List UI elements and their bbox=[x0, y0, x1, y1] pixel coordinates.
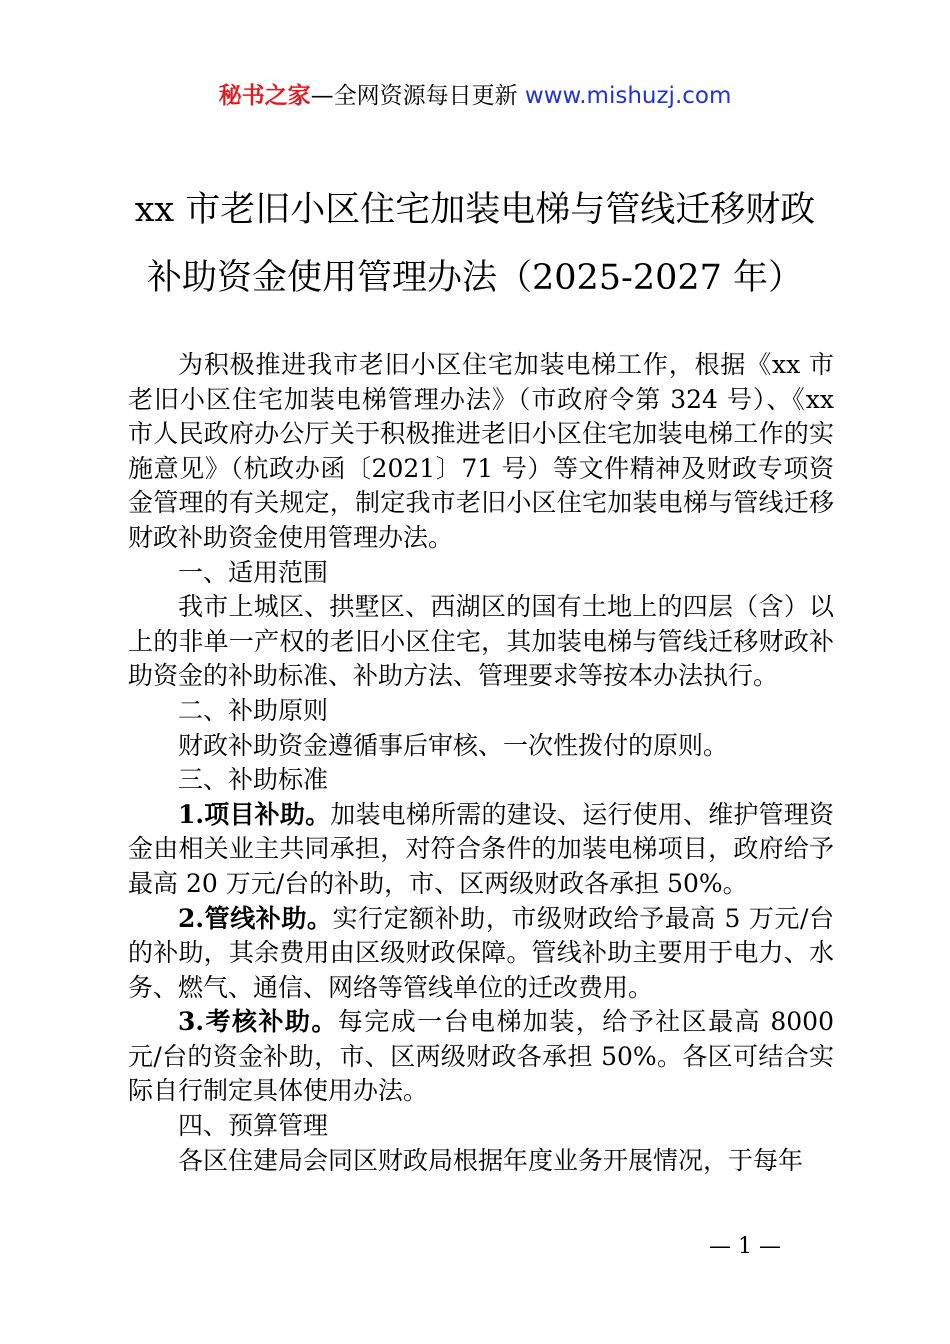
site-brand: 秘书之家 bbox=[218, 83, 311, 109]
site-url-link[interactable]: www.mishuzj.com bbox=[524, 83, 732, 109]
site-banner bbox=[0, 80, 950, 112]
subsidy-item bbox=[128, 902, 834, 1006]
site-tagline: —全网资源每日更新 bbox=[310, 83, 525, 109]
section-paragraph: 我市上城区、拱墅区、西湖区的国有土地上的四层（含）以上的非单一产权的老旧小区住宅，其加装电梯与管线迁移财政补助资金的补助标准、补助方法、管理要求等按本办法执行。 bbox=[128, 592, 834, 691]
subsidy-item bbox=[128, 1005, 834, 1109]
section-paragraph: 各区住建局会同区财政局根据年度业务开展情况，于每年 bbox=[178, 1145, 804, 1175]
subsidy-item-text: 加装电梯所需的建设、运行使用、维护管理资金由相关业主共同承担，对符合条件的加装电梯项目，政府给予最高 20 万元/台的补助，市、区两级财政各承担 50%。 bbox=[128, 799, 834, 898]
subsidy-item-text: 每完成一台电梯加装，给予社区最高 8000 元/台的资金补助，市、区两级财政各承担 50%。各区可结合实际自行制定具体使用办法。 bbox=[128, 1007, 834, 1106]
section-heading: 二、补助原则 bbox=[178, 695, 329, 725]
section-heading: 一、适用范围 bbox=[178, 557, 329, 587]
intro-paragraph: 为积极推进我市老旧小区住宅加装电梯工作，根据《xx 市老旧小区住宅加装电梯管理办法》（市政府令第 324 号）、《xx 市人民政府办公厅关于积极推进老旧小区住宅加装电梯工作的实施意见》（杭政办函〔2021〕71 号）等文件精神及财政专项资金管理的有关规定，制定我市老旧小区住宅加装电梯与管线迁移财政补助资金使用管理办法。 bbox=[128, 350, 834, 552]
doc-title-line-1: xx 市老旧小区住宅加装电梯与管线迁移财政 bbox=[134, 190, 816, 230]
page-number: — 1 — bbox=[709, 1234, 781, 1259]
subsidy-item-label: 1.项目补助。 bbox=[178, 799, 331, 829]
section-heading: 四、预算管理 bbox=[178, 1111, 329, 1141]
subsidy-item bbox=[128, 798, 834, 902]
subsidy-item-label: 2.管线补助。 bbox=[178, 903, 333, 933]
subsidy-item-label: 3.考核补助。 bbox=[178, 1007, 338, 1037]
doc-title-line-2: 补助资金使用管理办法（2025-2027 年） bbox=[146, 258, 804, 298]
section-paragraph: 财政补助资金遵循事后审核、一次性拨付的原则。 bbox=[178, 730, 729, 760]
document-body bbox=[128, 348, 834, 1178]
subsidy-item-text: 实行定额补助，市级财政给予最高 5 万元/台的补助，其余费用由区级财政保障。管线补助主要用于电力、水务、燃气、通信、网络等管线单位的迁改费用。 bbox=[128, 903, 834, 1002]
section-heading: 三、补助标准 bbox=[178, 765, 329, 795]
